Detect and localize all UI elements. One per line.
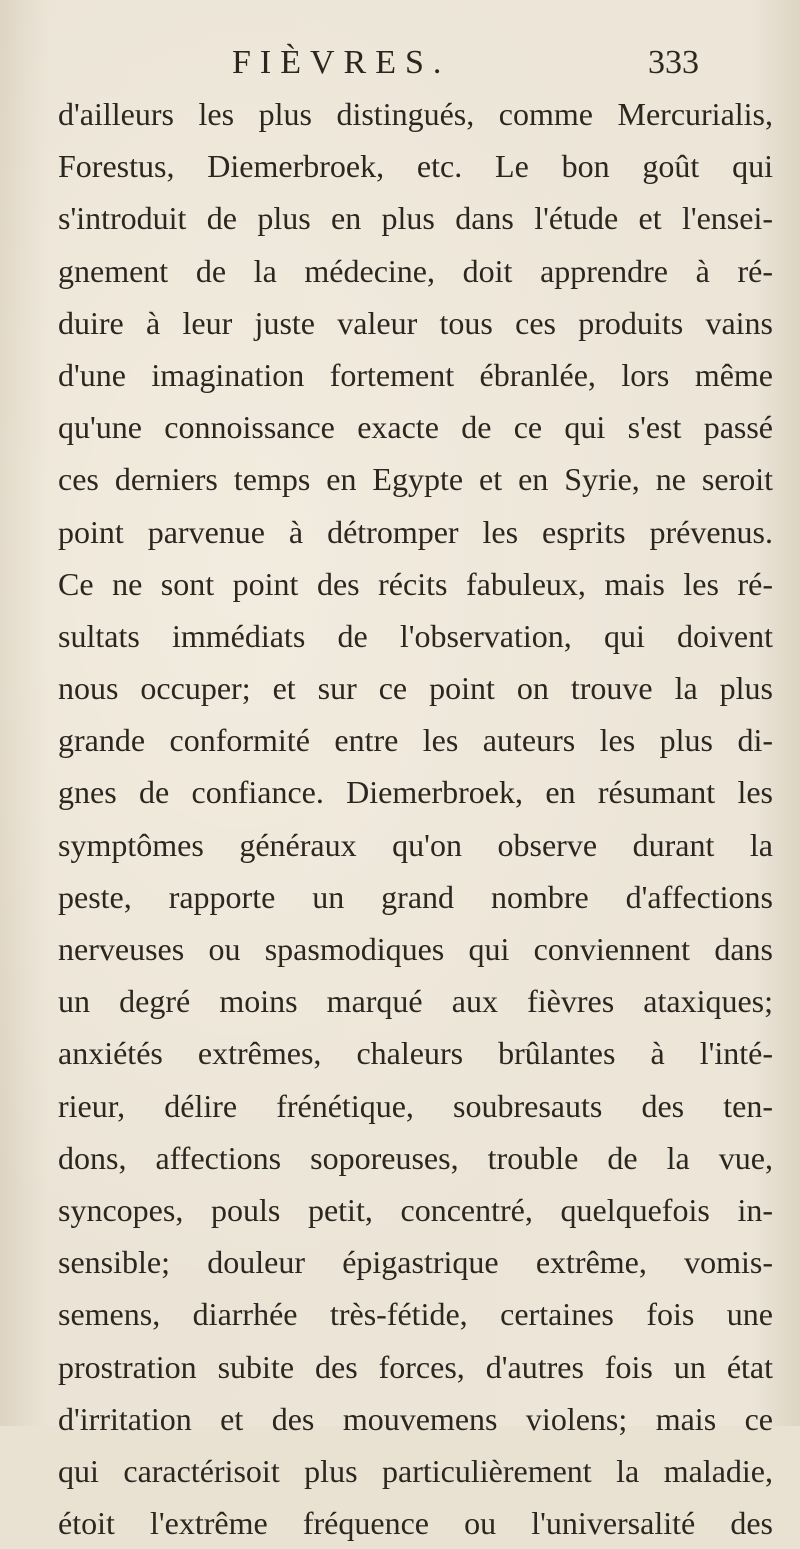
text-line: sensible; douleur épigastrique extrême, vomis- [58,1244,773,1281]
text-line: qu'une connoissance exacte de ce qui s'est passé [58,409,773,446]
text-line: syncopes, pouls petit, concentré, quelquefois in- [58,1191,773,1228]
text-line: sultats immédiats de l'observation, qui doivent [58,617,773,654]
text-line: peste, rapporte un grand nombre d'affections [58,878,773,915]
text-line: étoit l'extrême fréquence ou l'universalité des [58,1505,773,1542]
text-line: ces derniers temps en Egypte et en Syrie, ne seroit [58,461,773,498]
text-line: gnes de confiance. Diemerbroek, en résumant les [58,774,773,811]
body-text [58,88,773,1549]
page-header [0,40,800,90]
text-line: grande conformité entre les auteurs les plus di- [58,722,773,759]
text-line: rieur, délire frénétique, soubresauts des ten- [58,1087,773,1124]
text-line: nerveuses ou spasmodiques qui conviennent dans [58,931,773,967]
text-line: dons, affections soporeuses, trouble de la vue, [58,1139,773,1176]
text-line: d'ailleurs les plus distingués, comme Mercurialis, [58,96,773,132]
text-line: Forestus, Diemerbroek, etc. Le bon goût qui [58,148,773,185]
text-line: gnement de la médecine, doit apprendre à ré- [58,252,773,289]
text-line: qui caractérisoit plus particulièrement la maladie, [58,1452,773,1489]
text-line: point parvenue à détromper les esprits prévenus. [58,513,773,550]
text-line: un degré moins marqué aux fièvres ataxiques; [58,983,773,1020]
text-line: nous occuper; et sur ce point on trouve la plus [58,670,773,707]
page-number: 333 [648,44,699,81]
text-line: prostration subite des forces, d'autres fois un état [58,1348,773,1385]
text-line: semens, diarrhée très-fétide, certaines fois une [58,1296,773,1333]
text-line: symptômes généraux qu'on observe durant la [58,826,773,863]
text-line: d'irritation et des mouvemens violens; mais ce [58,1400,773,1437]
text-line: s'introduit de plus en plus dans l'étude et l'ensei- [58,200,773,237]
text-line: duire à leur juste valeur tous ces produits vains [58,304,773,341]
text-line: d'une imagination fortement ébranlée, lors même [58,356,773,393]
text-line: anxiétés extrêmes, chaleurs brûlantes à l'inté- [58,1035,773,1072]
running-head: FIÈVRES. [232,44,451,81]
text-line: Ce ne sont point des récits fabuleux, mais les ré- [58,565,773,602]
